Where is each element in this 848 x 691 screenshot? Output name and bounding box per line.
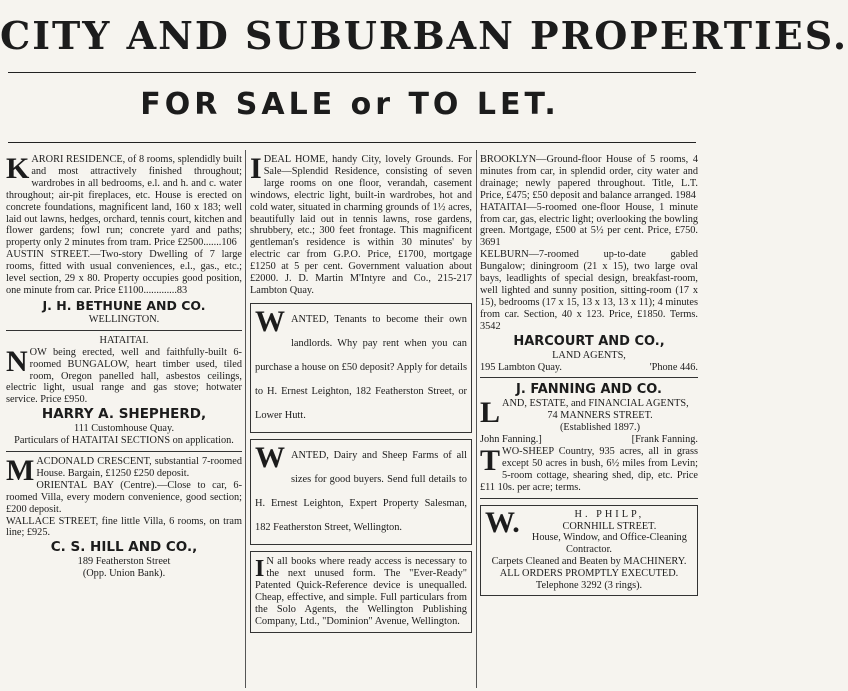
advertiser-place: WELLINGTON. [88,313,160,325]
ad-text: OW being erected, well and faithfully-built 6-roomed BUNGALOW, heart timber used, tiled room, Oregon panelled hall, asbestos ceilings, electric light, usual range and gas stove; hotwater service. Price £950. [6,346,242,406]
advertiser-carpets: Carpets Cleaned and Beaten by MACHINERY. [491,556,687,568]
subheader-rule [8,142,696,143]
advertiser-note: Particulars of HATAITAI SECTIONS on application. [14,435,234,447]
page-header [0,0,848,72]
advertiser-hill: C. S. HILL AND CO., [50,539,198,556]
advertiser-established: (Established 1897.) [559,422,641,434]
drop-cap: L [480,396,501,430]
ad-oriental-bay: ORIENTAL BAY (Centre).—Close to car, 6-roomed Villa, every modern convenience, good section; £200 deposit. [6,479,242,515]
drop-cap: T [480,444,501,478]
drop-cap: W [255,304,285,338]
advertiser-fanning: J. FANNING AND CO. [516,382,662,398]
drop-cap: N [6,344,28,378]
drop-cap: W. [485,505,520,539]
advertiser-address: 195 Lambton Quay. [480,361,562,373]
ad-text: N all books where ready access is necessary to the next unused form. The "Ever-Ready" Patented Quick-Reference device is unequalled. Cheap, effective, and simple. Full particulars from the Solo Agents, the Wellington Publishing Company, Ltd., "Dominion" Avenue, Wellington. [255,555,467,627]
advertiser-harcourt: HARCOURT AND CO., [513,333,665,349]
ad-kelburn: KELBURN—7-roomed up-to-date gabled Bungalow; diningroom (21 x 15), two large oval bays, leadlights of special design, breakfast-room, well lighted and sunny position, sitting-room (17 x 15), bedrooms (17 x 15, 13 x 13, 13 x 11); 4 minutes from car. Section, 40 x 123. Price, £1850. Terms. 3542 [480,249,698,332]
ad-karori [6,154,242,249]
divider [6,330,242,331]
advertiser-shepherd: HARRY A. SHEPHERD, [41,406,207,423]
divider [480,377,698,378]
header-rule [8,72,696,73]
ad-ideal-home [250,154,472,297]
advertiser-subtitle: LAND AGENTS, [552,349,626,361]
column-right [480,154,698,691]
advertiser-services: House, Window, and Office-Cleaning Contractor. [531,532,687,556]
ad-text: ACDONALD CRESCENT, substantial 7-roomed House. Bargain, £1250 £250 deposit. [36,456,242,479]
drop-cap: K [6,152,30,185]
advertiser-address: 74 MANNERS STREET. [547,410,653,422]
advertiser-phone: Telephone 3292 (3 rings). [535,580,643,592]
advertiser-signatures [480,434,698,446]
ad-heading-hataitai: HATAITAI. [99,334,149,346]
ad-hataitai-bungalow [6,344,242,407]
ad-brooklyn: BROOKLYN—Ground-floor House of 5 rooms, 4 minutes from car, in splendid order, city water and drainage; newly papered throughout. Title, L.T. Price, £475; £50 deposit and balance arranged. 1984 [480,154,698,201]
ad-austin-street: AUSTIN STREET.—Two-story Dwelling of 7 large rooms, fitted with usual conveniences, e.l., gas., etc.; level section, 29 x 80. Property occupies good position, one minute from car. Price £1100.............83 [6,249,242,296]
ad-text: ANTED, Dairy and Sheep Farms of all sizes for good buyers. Send full details to H. Ernest Leighton, Expert Property Salesman, 182 Featherston Street, Wellington. [255,449,467,533]
ad-text: DEAL HOME, handy City, lovely Grounds. For Sale—Splendid Residence, consisting of seven large rooms on one floor, verandah, casement windows, electric light, built-in wardrobes, hot and cold water, situated in charming grounds of 1½ acres, beautifully laid out in tennis lawns, rose gardens, shrubbery, etc.; 300 feet frontage. This magnificent gentleman's residence is within 30 minutes' by electric car from G.P.O. Price, £1700, mortgage £1250 at 5 per cent. Government valuation about £2000. J. D. Martin M'Intyre and Co., 215-217 Lambton Quay. [250,154,472,296]
ad-wanted-tenants [250,303,472,433]
advertiser-street: CORNHILL STREET. [562,520,657,532]
ad-wallace-street: WALLACE STREET, fine little Villa, 6 rooms, on tram line; £925. [6,515,242,539]
drop-cap: M [6,454,35,488]
drop-cap: I [255,555,265,582]
drop-cap: W [255,440,285,474]
ad-text: ANTED, Tenants to become their own landlords. Why pay rent when you can purchase a house on £50 deposit? Apply for details to H. Ernest Leighton, 182 Featherston Street, or Lower Hutt. [255,313,467,421]
column-divider-2 [476,150,477,688]
column-divider-1 [245,150,246,688]
ad-hataitai-house: HATAITAI—5-roomed one-floor House, 1 minute from car, gas, electric light; overlooking the bowling green. Mortgage, £500 at 5½ per cent. Price, £750. 3691 [480,201,698,249]
ad-two-sheep-country [480,446,698,494]
advertiser-contact [480,362,698,374]
column-left [6,154,242,691]
ad-text: ARORI RESIDENCE, of 8 rooms, splendidly built and most attractively finished throughout; wardrobes in all bedrooms, e.l. and h. and c. water throughout; air-pit fireplaces, etc. House is erected on concrete foundations, magnificent land, 160 x 183; well laid out lawns, hedges, orchard, tennis court, kitchen and flower gardens; fowl run; concrete yard and paths; property only 2 minutes from tram. Price £2500.......106 [6,154,242,249]
page-title: CITY AND SUBURBAN PROPERTIES. [0,13,848,58]
ad-text: AND, ESTATE, and FINANCIAL AGENTS, [502,398,689,410]
drop-cap: I [250,152,262,185]
advertiser-note: (Opp. Union Bank). [82,568,166,580]
advertiser-bethune: J. H. BETHUNE AND CO. [42,297,206,313]
ad-macdonald-crescent [6,454,242,488]
divider [6,451,242,452]
section-title: FOR SALE or TO LET. [140,87,560,122]
ad-philp [480,505,698,596]
ad-wanted-farms [250,439,472,545]
advertiser-orders: ALL ORDERS PROMPTLY EXECUTED. [499,568,679,580]
advertiser-address: 111 Customhouse Quay. [73,423,175,435]
divider [480,498,698,499]
ad-ever-ready [250,551,472,633]
advertiser-address: 189 Featherston Street [77,556,171,568]
advertiser-philp: H. PHILP, [574,508,645,520]
advertiser-phone: 'Phone 446. [649,361,698,373]
signature-left: John Fanning.] [480,434,542,446]
section-header [0,86,700,124]
column-middle [250,154,472,691]
signature-right: [Frank Fanning. [631,434,698,446]
ad-text: WO-SHEEP Country, 935 acres, all in grass except 50 acres in bush, 6½ miles from Levin; 5-room cottage, shearing shed, dip, etc. Price £11 10s. per acre; terms. [480,446,698,493]
